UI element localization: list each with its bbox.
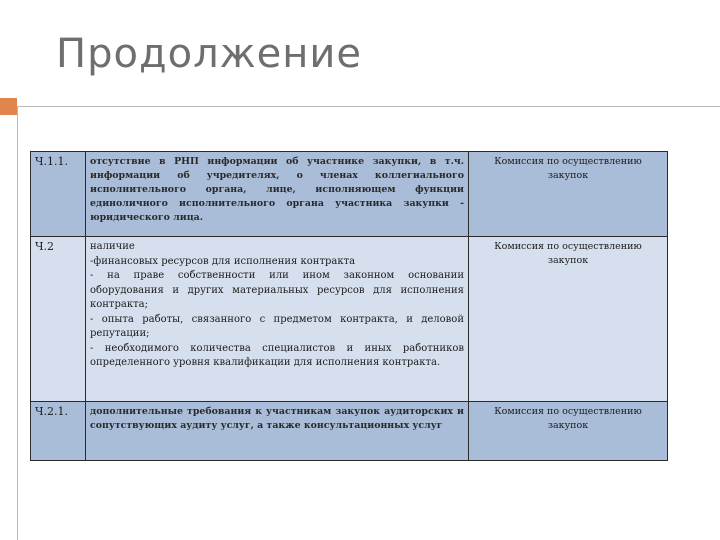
horizontal-divider [17, 106, 720, 107]
requirement-text [86, 402, 469, 461]
requirement-code: Ч.2.1. [31, 402, 86, 461]
responsible-party: Комиссия по осуществлению закупок [469, 402, 668, 461]
requirement-code: Ч.1.1. [31, 152, 86, 237]
accent-square [0, 98, 17, 115]
requirements-table [30, 151, 668, 461]
requirement-text-line: - необходимого количества специалистов и иных работников определенного уровня квалификации для исполнения контракта. [90, 342, 464, 368]
requirement-text-line: дополнительные требования к участникам закупок аудиторских и сопутствующих аудиту услуг, а также консультационных услуг [90, 406, 464, 432]
requirement-text [86, 152, 469, 237]
requirement-text-line: - опыта работы, связанного с предметом контракта, и деловой репутации; [90, 313, 464, 339]
slide-title: Продолжение [56, 31, 363, 77]
table-row [31, 152, 668, 237]
table-row [31, 402, 668, 461]
requirement-text-line: -финансовых ресурсов для исполнения контракта [90, 255, 356, 267]
requirement-text-line: - на праве собственности или ином законном основании оборудования и других материальных ресурсов для исполнения контракта; [90, 270, 464, 310]
requirement-text-line: отсутствие в РНП информации об участнике закупки, в т.ч. информации об учредителях, о членах коллегиального исполнительного органа, лице, исполняющем функции единоличного исполнительного органа участника закупки - юридического лица. [90, 156, 464, 224]
requirement-text-line: наличие [90, 241, 135, 252]
responsible-party: Комиссия по осуществлению закупок [469, 152, 668, 237]
requirement-text [86, 237, 469, 402]
vertical-divider [17, 106, 18, 540]
requirement-code: Ч.2 [31, 237, 86, 402]
table-row [31, 237, 668, 402]
responsible-party: Комиссия по осуществлению закупок [469, 237, 668, 402]
